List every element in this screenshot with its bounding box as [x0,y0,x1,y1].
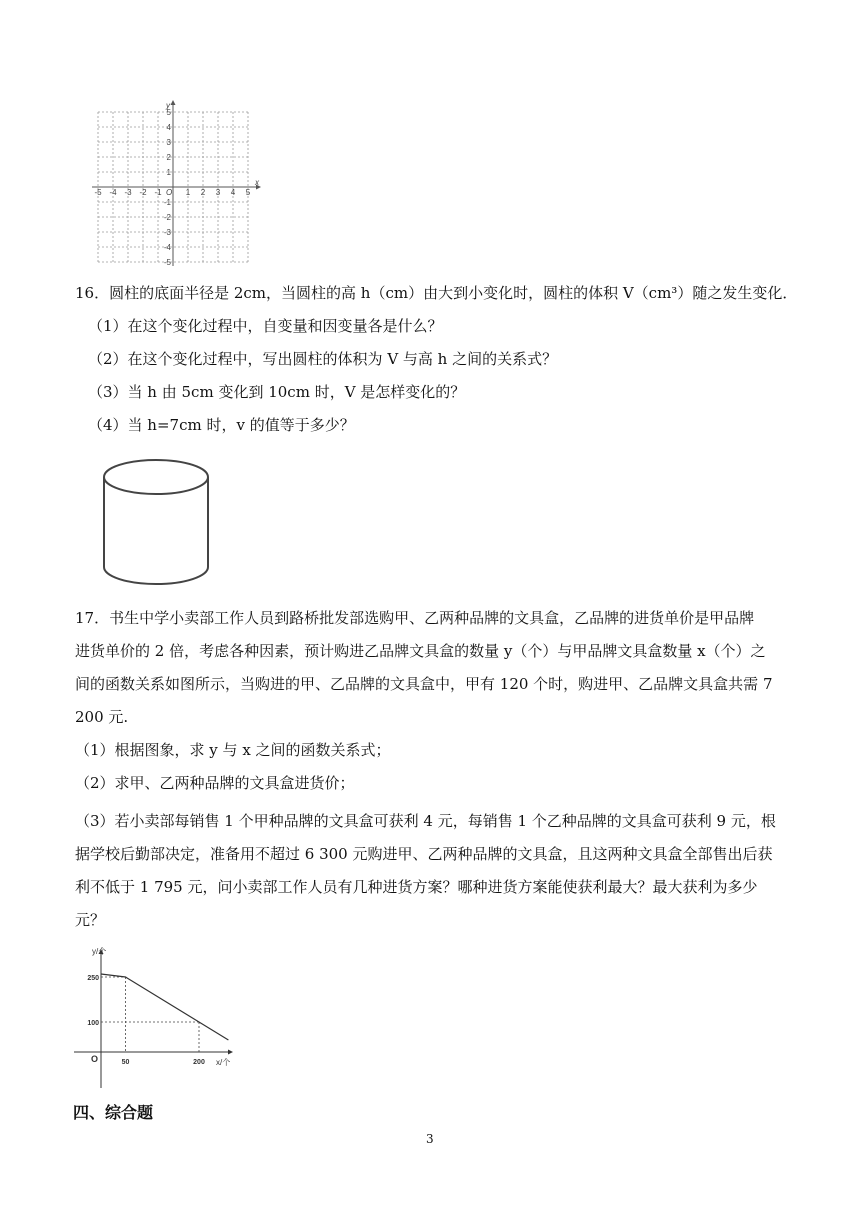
q17-stem-line-3: 间的函数关系如图所示，当购进的甲、乙品牌的文具盒中，甲有 120 个时，购进甲、乙品牌文具盒共需 7 [75,675,773,693]
grid-y-tick: 2 [166,153,171,162]
grid-x-tick: 5 [245,188,251,197]
q17-line-chart [70,940,240,1100]
grid-x-tick: -2 [139,188,147,197]
grid-y-tick: 5 [166,108,171,117]
grid-y-tick: -4 [163,243,171,252]
chart-y-label: y/个 [92,947,107,956]
grid-y-tick: 1 [166,168,171,177]
grid-x-tick: -4 [109,188,117,197]
x-tick-label: 50 [121,1059,130,1066]
q16-part-1: （1）在这个变化过程中，自变量和因变量各是什么？ [88,317,443,335]
q17-part-3-line-2: 据学校后勤部决定，准备用不超过 6 300 元购进甲、乙两种品牌的文具盒，且这两种文具盒全部售出后获 [75,845,773,863]
grid-y-tick: -2 [163,213,171,222]
grid-x-tick: 1 [185,188,191,197]
grid-y-tick: -1 [163,198,171,207]
q17-part-2: （2）求甲、乙两种品牌的文具盒进货价； [75,774,355,792]
y-tick-label: 250 [87,975,99,982]
grid-x-label: x [255,178,259,187]
q17-part-3-line-4: 元？ [75,911,106,929]
grid-y-tick: -3 [163,228,171,237]
chart-origin-label: O [91,1054,99,1064]
grid-x-tick: -3 [124,188,132,197]
grid-x-tick: 3 [215,188,221,197]
grid-x-tick: 2 [200,188,206,197]
chart-x-axis-arrow-icon [228,1050,233,1055]
series-line [101,974,228,1040]
section-4-title: 四、综合题 [73,1103,154,1122]
q16-part-2: （2）在这个变化过程中，写出圆柱的体积为 V 与高 h 之间的关系式？ [88,350,558,368]
cylinder-illustration [100,455,220,590]
coordinate-grid [86,100,262,268]
x-tick-label: 200 [193,1059,205,1066]
q17-part-3-line-1: （3）若小卖部每销售 1 个甲种品牌的文具盒可获利 4 元，每销售 1 个乙种品牌的文具盒可获利 9 元，根 [75,812,776,830]
page-number: 3 [426,1132,434,1146]
q16-stem: 16．圆柱的底面半径是 2cm，当圆柱的高 h（cm）由大到小变化时，圆柱的体积 V（cm³）随之发生变化． [75,284,798,302]
q17-part-1: （1）根据图象，求 y 与 x 之间的函数关系式； [75,741,391,759]
q17-part-3-line-3: 利不低于 1 795 元，问小卖部工作人员有几种进货方案？哪种进货方案能使获利最大？最大获利为多少 [75,878,758,896]
grid-origin-label: O [166,188,173,197]
q16-part-4: （4）当 h=7cm 时，v 的值等于多少？ [88,416,355,434]
q16-part-3: （3）当 h 由 5cm 变化到 10cm 时，V 是怎样变化的？ [88,383,466,401]
grid-y-tick: 3 [166,138,171,147]
grid-y-tick: 4 [166,123,171,132]
chart-x-label: x/个 [216,1058,231,1067]
q17-stem-line-4: 200 元. [75,708,129,726]
q17-stem-line-1: 17．书生中学小卖部工作人员到路桥批发部选购甲、乙两种品牌的文具盒，乙品牌的进货单价是甲品牌 [75,609,755,627]
grid-y-tick: -5 [163,258,171,267]
grid-x-tick: -1 [154,188,162,197]
y-tick-label: 100 [87,1020,99,1027]
grid-y-label: y [166,101,170,110]
grid-x-tick: -5 [94,188,102,197]
y-axis-arrow-icon [171,100,176,105]
q17-stem-line-2: 进货单价的 2 倍，考虑各种因素，预计购进乙品牌文具盒的数量 y（个）与甲品牌文具盒数量 x（个）之 [75,642,766,660]
grid-x-tick: 4 [230,188,236,197]
